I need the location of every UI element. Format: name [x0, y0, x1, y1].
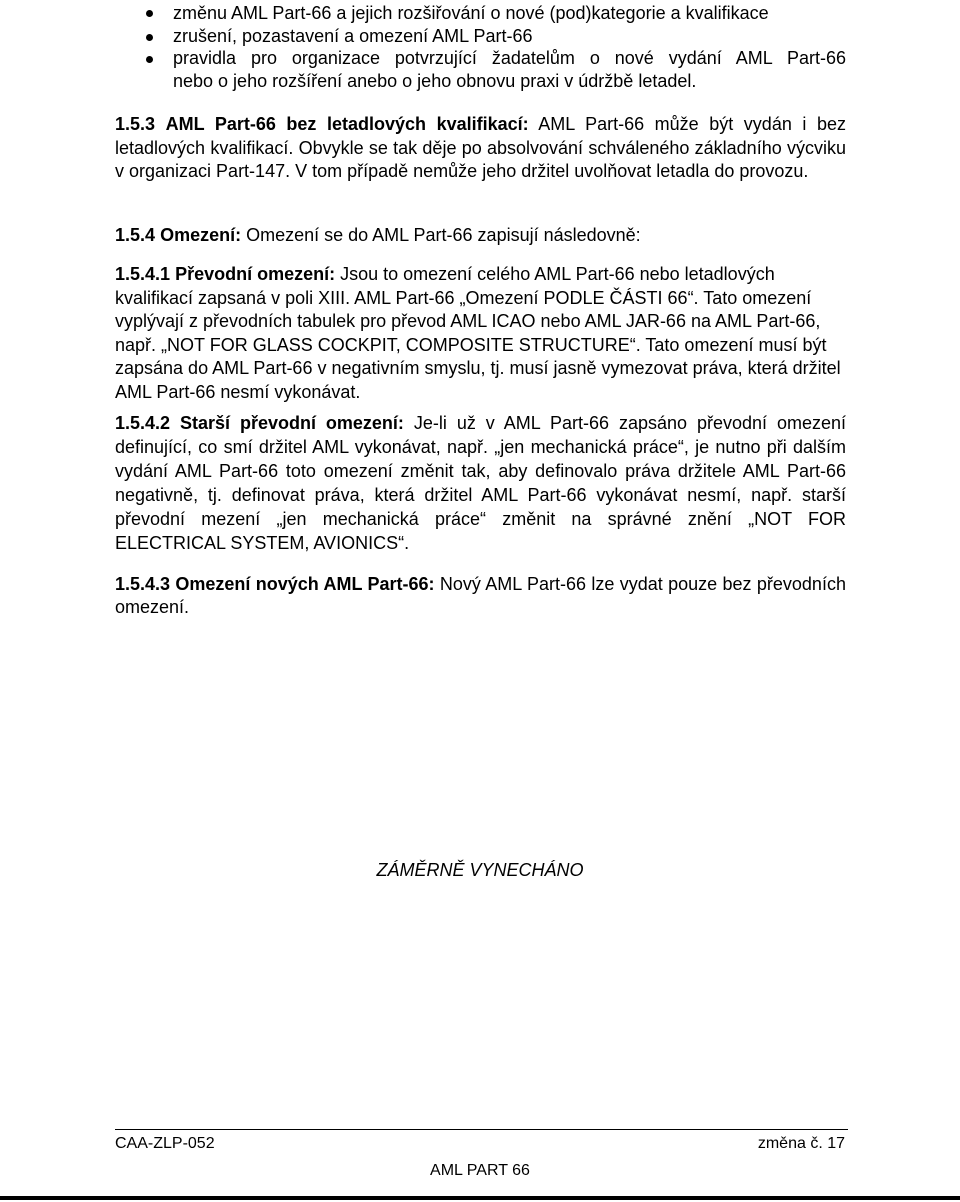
bullet-item-2: zrušení, pozastavení a omezení AML Part-66: [173, 26, 533, 46]
bullet-item-1: změnu AML Part-66 a jejich rozšiřování o nové (pod)kategorie a kvalifikace: [173, 3, 769, 23]
section-number: 1.5.4.1: [115, 264, 171, 284]
section-heading: Omezení:: [160, 225, 242, 245]
section-text: Omezení se do AML Part-66 zapisují následovně:: [246, 225, 641, 245]
section-heading: Omezení nových AML Part-66:: [175, 574, 435, 594]
bullet-item-3-continuation: nebo o jeho rozšíření anebo o jeho obnovu praxi v údržbě letadel.: [173, 71, 697, 91]
footer-title: AML PART 66: [430, 1162, 530, 1179]
bullet-icon: [146, 34, 153, 41]
section-1-5-4-1: [115, 263, 846, 404]
section-text: Jsou to omezení celého AML Part-66 nebo letadlových kvalifikací zapsaná v poli XIII. AML Part-66 „Omezení PODLE ČÁSTI 66“. Tato omezení vyplývají z převodních tabulek pro převod AML ICAO nebo AML JAR-66 na AML Part-66, např. „NOT FOR GLASS COCKPIT, COMPOSITE STRUCTURE“. Tato omezení musí být zapsána do AML Part-66 v negativním smyslu, tj. musí jasně vymezovat práva, která držitel AML Part-66 nesmí vykonávat.: [115, 264, 841, 402]
section-1-5-4-2: [115, 411, 846, 555]
section-1-5-3: [115, 113, 846, 184]
footer-document-id: CAA-ZLP-052: [115, 1135, 215, 1152]
section-number: 1.5.4: [115, 225, 156, 245]
section-heading: Starší převodní omezení:: [180, 413, 404, 433]
section-number: 1.5.3: [115, 114, 156, 134]
intentionally-blank-note: ZÁMĚRNĚ VYNECHÁNO: [376, 860, 584, 880]
bullet-icon: [146, 10, 153, 17]
footer-divider: [115, 1129, 848, 1130]
section-text: AML Part-66 může být vydán i bez letadlových kvalifikací. Obvykle se tak děje po absolvování schváleného základního výcviku v organizaci Part-147. V tom případě nemůže jeho držitel uvolňovat letadla do provozu.: [115, 114, 846, 181]
bullet-item-3: pravidla pro organizace potvrzující žadatelům o nové vydání AML Part-66: [173, 48, 846, 68]
section-heading: AML Part-66 bez letadlových kvalifikací:: [165, 114, 529, 134]
section-number: 1.5.4.3: [115, 574, 171, 594]
page-bottom-border: [0, 1196, 960, 1200]
section-heading: Převodní omezení:: [175, 264, 336, 284]
footer-change-number: změna č. 17: [757, 1135, 845, 1152]
section-1-5-4: [115, 224, 846, 248]
section-1-5-4-3: [115, 573, 846, 619]
section-text: Nový AML Part-66 lze vydat pouze bez převodních omezení.: [115, 574, 846, 617]
bullet-icon: [146, 56, 153, 63]
section-number: 1.5.4.2: [115, 413, 171, 433]
section-text: Je-li už v AML Part-66 zapsáno převodní omezení definující, co smí držitel AML vykonávat, např. „jen mechanická práce“, je nutno při dalším vydání AML Part-66 toto omezení změnit tak, aby definovalo práva držitele AML Part-66 negativně, tj. definovat práva, která držitel AML Part-66 vykonávat nesmí, např. starší převodní mezení „jen mechanická práce“ změnit na správné znění „NOT FOR ELECTRICAL SYSTEM, AVIONICS“.: [115, 413, 846, 553]
